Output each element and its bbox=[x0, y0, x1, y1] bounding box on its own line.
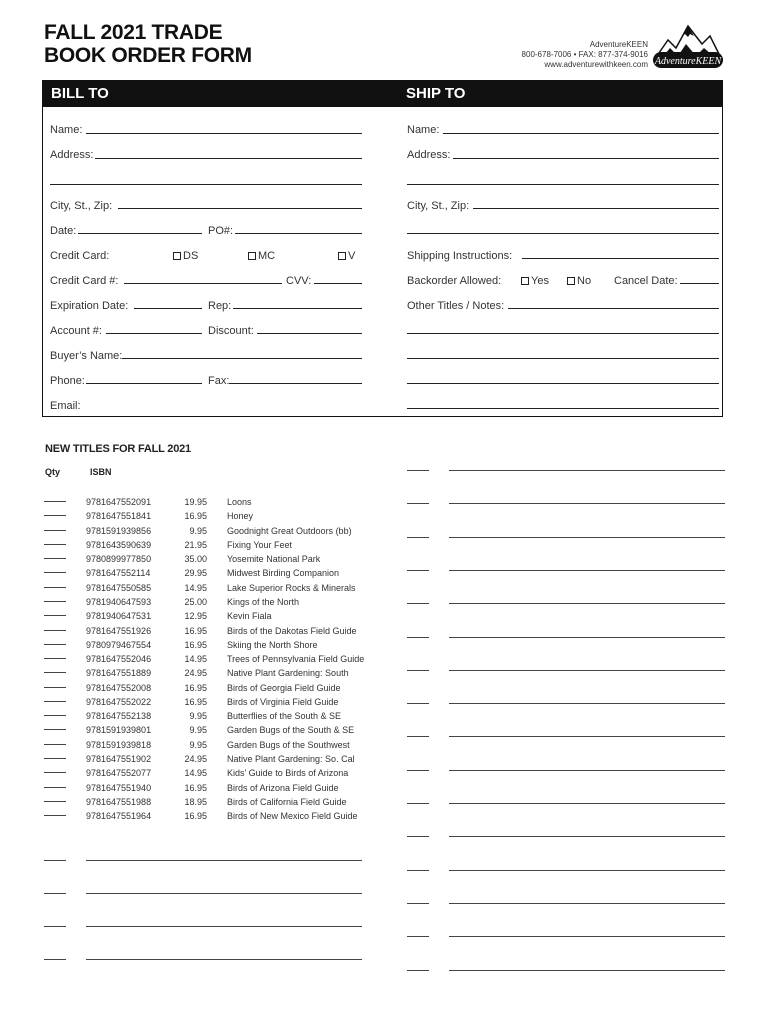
title-row bbox=[44, 597, 374, 611]
cc-number-field[interactable] bbox=[124, 283, 282, 284]
yes-checkbox[interactable] bbox=[521, 277, 529, 285]
title-row bbox=[44, 668, 374, 682]
qty-field[interactable] bbox=[44, 744, 66, 745]
isbn: 9781940647531 bbox=[86, 611, 152, 622]
price: 18.95 bbox=[184, 796, 207, 807]
ship-address-label: Address: bbox=[407, 149, 451, 161]
price: 16.95 bbox=[184, 511, 207, 522]
mc-label: MC bbox=[258, 250, 276, 262]
cancel-date-label: Cancel Date: bbox=[614, 275, 678, 287]
qty-field[interactable] bbox=[44, 658, 66, 659]
title-line-1: FALL 2021 TRADE bbox=[44, 21, 223, 44]
cvv-field[interactable] bbox=[314, 283, 362, 284]
qty-field[interactable] bbox=[44, 729, 66, 730]
qty-field[interactable] bbox=[44, 615, 66, 616]
book-title: Native Plant Gardening: South bbox=[227, 668, 349, 679]
blank-title-line[interactable] bbox=[449, 970, 725, 971]
qty-field[interactable] bbox=[44, 558, 66, 559]
qty-field[interactable] bbox=[44, 701, 66, 702]
price: 9.95 bbox=[189, 725, 207, 736]
qty-field[interactable] bbox=[44, 687, 66, 688]
blank-title-line[interactable] bbox=[449, 803, 725, 804]
title-row bbox=[44, 640, 374, 654]
price: 14.95 bbox=[184, 654, 207, 665]
price: 19.95 bbox=[184, 497, 207, 507]
blank-title-line[interactable] bbox=[449, 703, 725, 704]
price: 12.95 bbox=[184, 611, 207, 622]
ds-option[interactable] bbox=[173, 250, 198, 262]
book-title: Native Plant Gardening: So. Cal bbox=[227, 754, 355, 765]
blank-title-line[interactable] bbox=[86, 893, 362, 894]
isbn: 9781647552138 bbox=[86, 711, 152, 722]
title-row bbox=[44, 511, 374, 525]
blank-title-line[interactable] bbox=[86, 860, 362, 861]
bill-city-field[interactable] bbox=[118, 208, 362, 209]
title-row bbox=[44, 554, 374, 568]
discount-label: Discount: bbox=[208, 325, 254, 337]
account-label: Account #: bbox=[50, 325, 102, 337]
phone-label: Phone: bbox=[50, 375, 85, 387]
title-row bbox=[44, 683, 374, 697]
backorder-yes-option[interactable] bbox=[521, 275, 549, 287]
buyer-name-label: Buyer’s Name: bbox=[50, 350, 123, 362]
cc-number-label: Credit Card #: bbox=[50, 275, 119, 287]
blank-title-line[interactable] bbox=[449, 570, 725, 571]
mc-checkbox[interactable] bbox=[248, 252, 256, 260]
isbn: 9781591939801 bbox=[86, 725, 152, 736]
notes-field[interactable] bbox=[508, 308, 719, 309]
qty-column-header: Qty bbox=[45, 467, 61, 477]
price: 16.95 bbox=[184, 682, 207, 693]
isbn: 9781647552091 bbox=[86, 497, 152, 507]
form-title bbox=[44, 21, 252, 67]
isbn: 9781647552046 bbox=[86, 654, 152, 665]
qty-field[interactable] bbox=[44, 644, 66, 645]
blank-qty-line[interactable] bbox=[407, 503, 429, 504]
notes-line-3[interactable] bbox=[407, 358, 719, 359]
v-option[interactable] bbox=[338, 250, 355, 262]
book-title: Trees of Pennsylvania Field Guide bbox=[227, 654, 365, 665]
qty-field[interactable] bbox=[44, 501, 66, 502]
title-row bbox=[44, 783, 374, 797]
blank-qty-line[interactable] bbox=[407, 870, 429, 871]
ship-name-label: Name: bbox=[407, 124, 440, 136]
bill-ship-header bbox=[43, 81, 722, 107]
ship-city-field[interactable] bbox=[473, 208, 719, 209]
qty-field[interactable] bbox=[44, 515, 66, 516]
title-row bbox=[44, 768, 374, 782]
isbn: 9781647551926 bbox=[86, 625, 152, 636]
isbn: 9781647552077 bbox=[86, 768, 152, 779]
blank-title-line[interactable] bbox=[449, 637, 725, 638]
blank-qty-line[interactable] bbox=[407, 770, 429, 771]
ship-name-field[interactable] bbox=[443, 133, 719, 134]
backorder-label: Backorder Allowed: bbox=[407, 275, 502, 287]
book-title: Birds of Arizona Field Guide bbox=[227, 782, 339, 793]
price: 16.95 bbox=[184, 639, 207, 650]
title-row bbox=[44, 654, 374, 668]
isbn: 9781647551940 bbox=[86, 782, 152, 793]
isbn: 9781647550585 bbox=[86, 582, 152, 593]
ds-label: DS bbox=[183, 250, 199, 262]
blank-title-line[interactable] bbox=[449, 537, 725, 538]
book-title: Yosemite National Park bbox=[227, 554, 321, 565]
blank-qty-line[interactable] bbox=[407, 836, 429, 837]
book-title: Skiing the North Shore bbox=[227, 639, 318, 650]
notes-line-4[interactable] bbox=[407, 383, 719, 384]
isbn: 9781647551889 bbox=[86, 668, 152, 679]
blank-title-line[interactable] bbox=[449, 903, 725, 904]
qty-field[interactable] bbox=[44, 672, 66, 673]
other-titles-label: Other Titles / Notes: bbox=[407, 300, 505, 312]
isbn: 9781647551964 bbox=[86, 811, 152, 822]
price: 16.95 bbox=[184, 696, 207, 707]
isbn: 9780899977850 bbox=[86, 554, 152, 565]
expiration-field[interactable] bbox=[134, 308, 202, 309]
blank-qty-line[interactable] bbox=[407, 803, 429, 804]
notes-line-5[interactable] bbox=[407, 408, 719, 409]
book-title: Lake Superior Rocks & Minerals bbox=[227, 582, 356, 593]
isbn: 9781940647593 bbox=[86, 596, 152, 607]
bill-address-field[interactable] bbox=[95, 158, 362, 159]
bill-to-heading: BILL TO bbox=[51, 85, 109, 102]
blank-title-line[interactable] bbox=[449, 603, 725, 604]
discount-field[interactable] bbox=[257, 333, 362, 334]
price: 9.95 bbox=[189, 525, 207, 536]
date-field[interactable] bbox=[78, 233, 202, 234]
price: 14.95 bbox=[184, 768, 207, 779]
bill-name-field[interactable] bbox=[86, 133, 362, 134]
isbn: 9781647551988 bbox=[86, 796, 152, 807]
price: 14.95 bbox=[184, 582, 207, 593]
isbn: 9781647551902 bbox=[86, 754, 152, 765]
qty-field[interactable] bbox=[44, 587, 66, 588]
isbn: 9781643590639 bbox=[86, 539, 152, 550]
book-title: Honey bbox=[227, 511, 254, 522]
shipping-instructions-label: Shipping Instructions: bbox=[407, 250, 513, 262]
title-row bbox=[44, 497, 374, 511]
isbn: 9781647552114 bbox=[86, 568, 151, 579]
cancel-date-field[interactable] bbox=[680, 283, 719, 284]
blank-qty-line[interactable] bbox=[407, 570, 429, 571]
blank-title-line[interactable] bbox=[86, 926, 362, 927]
blank-qty-line[interactable] bbox=[44, 860, 66, 861]
buyer-name-field[interactable] bbox=[122, 358, 362, 359]
title-row bbox=[44, 611, 374, 625]
title-row bbox=[44, 583, 374, 597]
blank-title-line[interactable] bbox=[449, 736, 725, 737]
bill-city-label: City, St., Zip: bbox=[50, 200, 113, 212]
title-row bbox=[44, 740, 374, 754]
price: 9.95 bbox=[189, 711, 207, 722]
book-title: Kids’ Guide to Birds of Arizona bbox=[227, 768, 349, 779]
blank-qty-line[interactable] bbox=[407, 936, 429, 937]
isbn-column-header: ISBN bbox=[90, 467, 112, 477]
phone-fax: 800-678-7006 • FAX: 877-374-9016 bbox=[521, 50, 648, 59]
qty-field[interactable] bbox=[44, 815, 66, 816]
book-title: Birds of New Mexico Field Guide bbox=[227, 811, 358, 822]
title-row bbox=[44, 797, 374, 811]
rep-field[interactable] bbox=[233, 308, 362, 309]
expiration-label: Expiration Date: bbox=[50, 300, 129, 312]
svg-text:AdventureKEEN: AdventureKEEN bbox=[654, 56, 722, 67]
book-title: Birds of Georgia Field Guide bbox=[227, 682, 341, 693]
cvv-label: CVV: bbox=[286, 275, 312, 287]
ship-to-heading: SHIP TO bbox=[406, 85, 466, 102]
isbn: 9781647552008 bbox=[86, 682, 152, 693]
book-title: Butterflies of the South & SE bbox=[227, 711, 342, 722]
blank-qty-line[interactable] bbox=[44, 893, 66, 894]
contact-info bbox=[522, 40, 648, 70]
no-checkbox[interactable] bbox=[567, 277, 575, 285]
po-label: PO#: bbox=[208, 225, 234, 237]
ship-extra-line[interactable] bbox=[407, 233, 719, 234]
ds-checkbox[interactable] bbox=[173, 252, 181, 260]
title-row bbox=[44, 626, 374, 640]
title-row bbox=[44, 754, 374, 768]
credit-card-label: Credit Card: bbox=[50, 250, 110, 262]
blank-title-line[interactable] bbox=[449, 670, 725, 671]
account-field[interactable] bbox=[106, 333, 202, 334]
adventurekeen-logo bbox=[652, 22, 724, 72]
bill-name-label: Name: bbox=[50, 124, 83, 136]
ship-city-label: City, St., Zip: bbox=[407, 200, 470, 212]
book-title: Kevin Fiala bbox=[227, 611, 272, 622]
qty-field[interactable] bbox=[44, 544, 66, 545]
blank-title-line[interactable] bbox=[449, 936, 725, 937]
website: www.adventurewithkeen.com bbox=[544, 60, 648, 69]
bill-address-field-2[interactable] bbox=[50, 184, 362, 185]
qty-field[interactable] bbox=[44, 801, 66, 802]
price: 29.95 bbox=[184, 568, 207, 579]
v-checkbox[interactable] bbox=[338, 252, 346, 260]
blank-title-line[interactable] bbox=[449, 870, 725, 871]
qty-field[interactable] bbox=[44, 630, 66, 631]
price: 9.95 bbox=[189, 739, 207, 750]
blank-qty-line[interactable] bbox=[44, 926, 66, 927]
blank-qty-line[interactable] bbox=[407, 537, 429, 538]
title-row bbox=[44, 725, 374, 739]
price: 35.00 bbox=[184, 554, 207, 565]
qty-field[interactable] bbox=[44, 572, 66, 573]
blank-qty-line[interactable] bbox=[407, 736, 429, 737]
price: 24.95 bbox=[184, 668, 207, 679]
blank-qty-line[interactable] bbox=[407, 670, 429, 671]
book-title: Kings of the North bbox=[227, 596, 300, 607]
date-label: Date: bbox=[50, 225, 77, 237]
backorder-no-option[interactable] bbox=[567, 275, 591, 287]
blank-title-line[interactable] bbox=[449, 836, 725, 837]
isbn: 9781591939856 bbox=[86, 525, 152, 536]
po-field[interactable] bbox=[235, 233, 362, 234]
title-line-2: BOOK ORDER FORM bbox=[44, 44, 252, 67]
book-title: Birds of Virginia Field Guide bbox=[227, 696, 339, 707]
yes-label: Yes bbox=[531, 275, 549, 287]
book-title: Midwest Birding Companion bbox=[227, 568, 340, 579]
blank-title-line[interactable] bbox=[86, 959, 362, 960]
isbn: 9780979467554 bbox=[86, 639, 152, 650]
blank-qty-line[interactable] bbox=[407, 637, 429, 638]
shipping-instructions-field[interactable] bbox=[522, 258, 719, 259]
title-row bbox=[44, 697, 374, 711]
blank-qty-line[interactable] bbox=[407, 603, 429, 604]
fax-field[interactable] bbox=[229, 383, 362, 384]
blank-qty-line[interactable] bbox=[407, 903, 429, 904]
title-row bbox=[44, 526, 374, 540]
qty-field[interactable] bbox=[44, 758, 66, 759]
ship-address-field-2[interactable] bbox=[407, 184, 719, 185]
book-title: Goodnight Great Outdoors (bb) bbox=[227, 525, 352, 536]
book-title: Birds of California Field Guide bbox=[227, 796, 347, 807]
email-label: Email: bbox=[50, 400, 81, 412]
price: 21.95 bbox=[184, 539, 207, 550]
new-titles-heading: NEW TITLES FOR FALL 2021 bbox=[45, 443, 191, 455]
isbn: 9781647551841 bbox=[86, 511, 152, 522]
qty-field[interactable] bbox=[44, 601, 66, 602]
qty-field[interactable] bbox=[44, 530, 66, 531]
phone-field[interactable] bbox=[86, 383, 202, 384]
isbn: 9781647552022 bbox=[86, 696, 152, 707]
book-title: Birds of the Dakotas Field Guide bbox=[227, 625, 357, 636]
blank-title-line[interactable] bbox=[449, 770, 725, 771]
blank-qty-line[interactable] bbox=[44, 959, 66, 960]
book-title: Garden Bugs of the South & SE bbox=[227, 725, 355, 736]
v-label: V bbox=[348, 250, 356, 262]
rep-label: Rep: bbox=[208, 300, 232, 312]
title-row bbox=[44, 540, 374, 554]
book-title: Loons bbox=[227, 497, 252, 507]
title-row bbox=[44, 568, 374, 582]
blank-title-line[interactable] bbox=[449, 503, 725, 504]
title-row bbox=[44, 711, 374, 725]
price: 25.00 bbox=[184, 596, 207, 607]
book-title: Fixing Your Feet bbox=[227, 539, 293, 550]
qty-field[interactable] bbox=[44, 787, 66, 788]
ship-address-field[interactable] bbox=[453, 158, 719, 159]
no-label: No bbox=[577, 275, 592, 287]
bill-ship-frame bbox=[42, 80, 723, 417]
title-row bbox=[44, 811, 374, 825]
fax-label: Fax: bbox=[208, 375, 230, 387]
mc-option[interactable] bbox=[248, 250, 275, 262]
qty-field[interactable] bbox=[44, 715, 66, 716]
bill-address-label: Address: bbox=[50, 149, 94, 161]
book-title: Garden Bugs of the Southwest bbox=[227, 739, 350, 750]
isbn: 9781591939818 bbox=[86, 739, 152, 750]
price: 16.95 bbox=[184, 811, 207, 822]
blank-qty-line[interactable] bbox=[407, 703, 429, 704]
notes-line-2[interactable] bbox=[407, 333, 719, 334]
qty-field[interactable] bbox=[44, 772, 66, 773]
price: 16.95 bbox=[184, 782, 207, 793]
blank-qty-line[interactable] bbox=[407, 970, 429, 971]
blank-title-line[interactable] bbox=[449, 470, 725, 471]
price: 24.95 bbox=[184, 754, 207, 765]
company-name: AdventureKEEN bbox=[589, 40, 648, 49]
price: 16.95 bbox=[184, 625, 207, 636]
blank-qty-line[interactable] bbox=[407, 470, 429, 471]
